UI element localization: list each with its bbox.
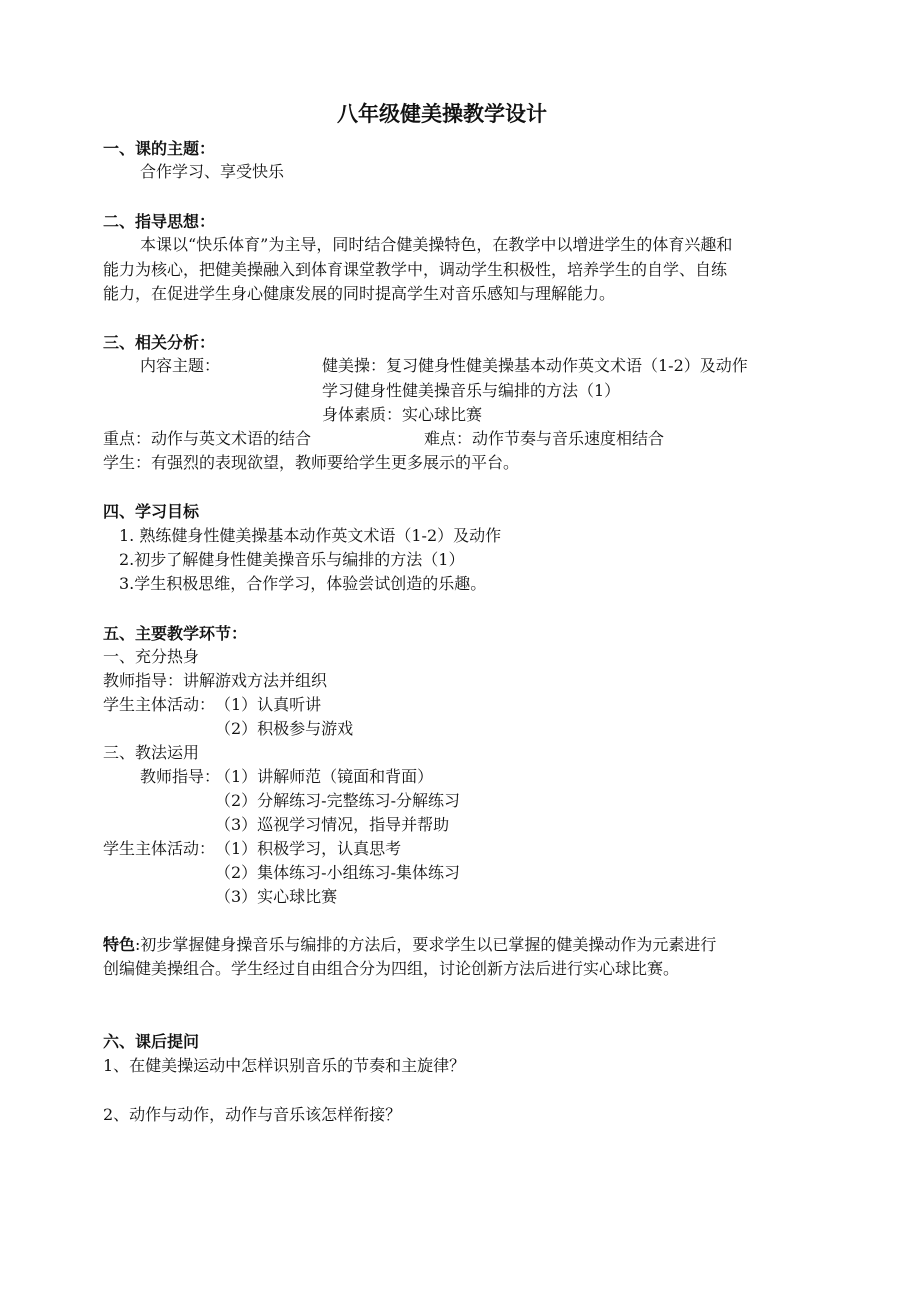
- part1-student-item-2: （2）积极参与游戏: [215, 719, 354, 738]
- guiding-idea-line-3: 能力，在促进学生身心健康发展的同时提高学生对音乐感知与理解能力。: [103, 284, 616, 303]
- section-heading-questions: 六、课后提问: [103, 1032, 200, 1051]
- feature-label: 特色: [103, 935, 136, 954]
- objective-1: 1. 熟练健身性健美操基本动作英文术语（1-2）及动作: [119, 526, 502, 545]
- section-heading-analysis: 三、相关分析：: [103, 333, 216, 352]
- feature-line-2: 创编健美操组合。学生经过自由组合分为四组，讨论创新方法后进行实心球比赛。: [103, 959, 680, 978]
- guiding-idea-line-2: 能力为核心，把健美操融入到体育课堂教学中，调动学生积极性，培养学生的自学、自练: [103, 260, 728, 279]
- part3-teacher-item-3: （3）巡视学习情况，指导并帮助: [215, 815, 450, 834]
- part3-title: 三、教法运用: [103, 743, 200, 762]
- section-heading-theme: 一、课的主题：: [103, 139, 216, 158]
- feature-line-1: [103, 934, 716, 956]
- part1-title: 一、充分热身: [103, 647, 200, 666]
- theme-text: 合作学习、享受快乐: [140, 162, 285, 181]
- objective-2: 2.初步了解健身性健美操音乐与编排的方法（1）: [119, 550, 465, 569]
- part3-student-item-3: （3）实心球比赛: [215, 887, 338, 906]
- objective-3: 3.学生积极思维，合作学习，体验尝试创造的乐趣。: [119, 574, 487, 593]
- students-note: 学生：有强烈的表现欲望，教师要给学生更多展示的平台。: [103, 453, 520, 472]
- part1-student-item-1: （1）认真听讲: [215, 695, 322, 714]
- section-heading-teaching-steps: 五、主要教学环节：: [103, 624, 248, 643]
- feature-text-1: :初步掌握健身操音乐与编排的方法后，要求学生以已掌握的健美操动作为元素进行: [135, 935, 717, 954]
- part3-student-item-1: （1）积极学习，认真思考: [215, 839, 402, 858]
- difficulty: 难点：动作节奏与音乐速度相结合: [424, 429, 665, 448]
- part3-teacher-label: 教师指导：: [140, 767, 221, 786]
- document-title: 八年级健美操教学设计: [337, 102, 547, 126]
- section-heading-objectives: 四、学习目标: [103, 502, 200, 521]
- part3-student-label: 学生主体活动：: [103, 839, 216, 858]
- part3-teacher-item-1: （1）讲解师范（镜面和背面）: [215, 767, 434, 786]
- part3-student-item-2: （2）集体练习-小组练习-集体练习: [215, 863, 460, 882]
- question-1: 1、在健美操运动中怎样识别音乐的节奏和主旋律？: [103, 1056, 466, 1075]
- part3-teacher-item-2: （2）分解练习-完整练习-分解练习: [215, 791, 460, 810]
- part1-teacher: 教师指导：讲解游戏方法并组织: [103, 671, 328, 690]
- section-heading-guiding-idea: 二、指导思想：: [103, 212, 216, 231]
- content-theme-line-3: 身体素质：实心球比赛: [322, 405, 483, 424]
- content-theme-line-2: 学习健身性健美操音乐与编排的方法（1）: [322, 381, 621, 400]
- question-2: 2、动作与动作，动作与音乐该怎样衔接？: [103, 1105, 402, 1124]
- guiding-idea-line-1: 本课以“快乐体育”为主导，同时结合健美操特色，在教学中以增进学生的体育兴趣和: [140, 235, 733, 254]
- key-point: 重点：动作与英文术语的结合: [103, 429, 312, 448]
- content-theme-line-1: 健美操：复习健身性健美操基本动作英文术语（1-2）及动作: [322, 356, 748, 375]
- part1-student-label: 学生主体活动：: [103, 695, 216, 714]
- content-theme-label: 内容主题：: [140, 356, 221, 375]
